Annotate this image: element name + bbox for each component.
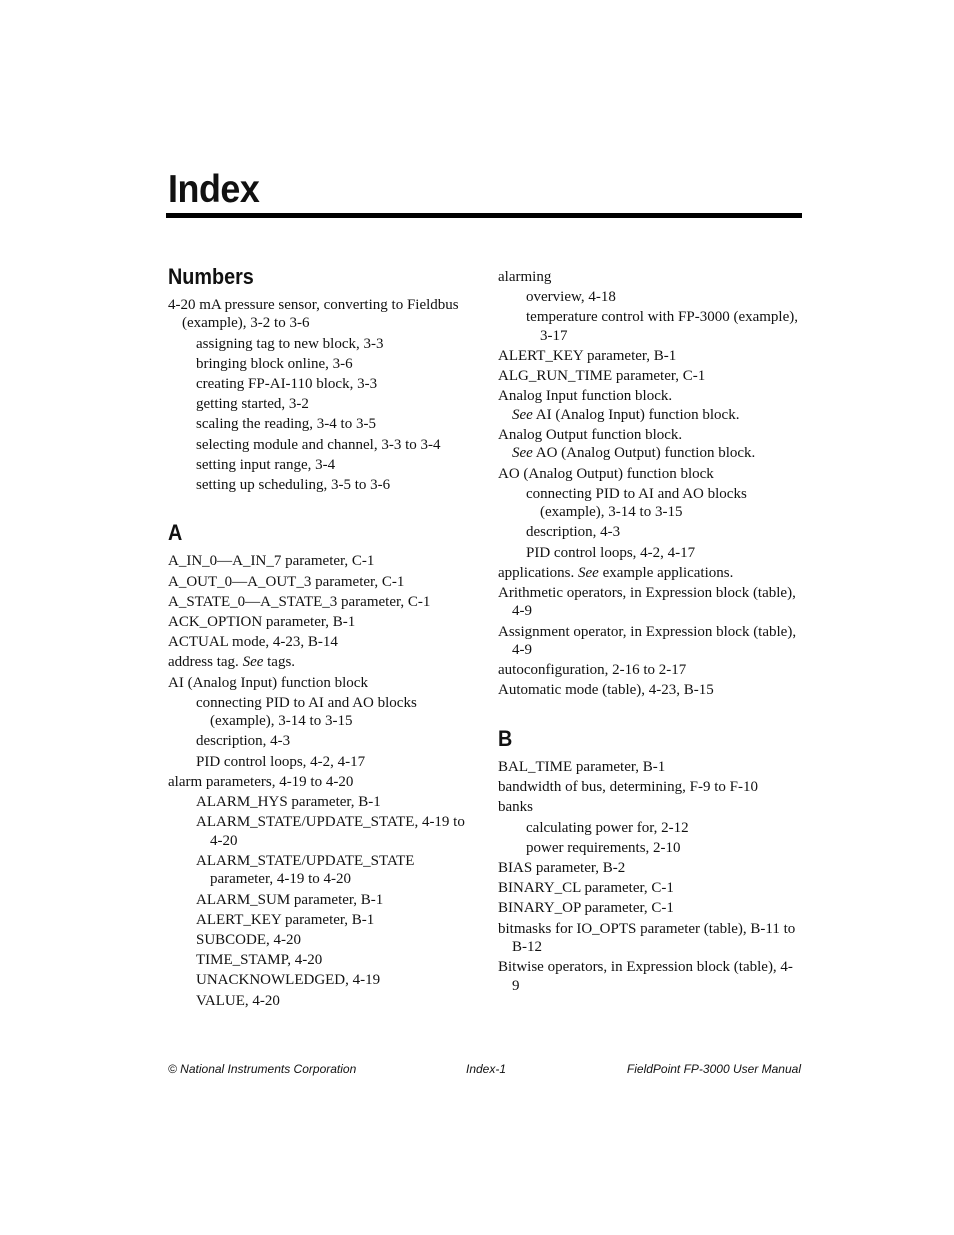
index-column-right	[498, 268, 798, 1021]
entry-text: SUBCODE, 4-20	[196, 931, 302, 948]
entry-text: Assignment operator, in Expression block (table), 4-9	[498, 623, 797, 659]
entry-text: setting input range, 3-4	[196, 456, 336, 473]
entry-text: alarming	[498, 269, 552, 285]
index-entry	[168, 674, 473, 692]
index-entry	[498, 584, 798, 621]
index-entry	[196, 951, 473, 969]
see-reference: See	[242, 654, 264, 671]
entry-text: description, 4-3	[526, 524, 621, 541]
entry-text: BAL_TIME parameter, B-1	[498, 758, 666, 775]
index-entry	[498, 661, 798, 679]
entry-text: PID control loops, 4-2, 4-17	[196, 753, 366, 770]
index-entry	[498, 798, 798, 816]
entry-text: scaling the reading, 3-4 to 3-5	[196, 416, 376, 433]
index-entry	[498, 958, 798, 995]
entry-text: AO (Analog Output) function block	[498, 465, 714, 482]
entry-text: Bitwise operators, in Expression block (table), 4-9	[498, 959, 793, 994]
entry-text: connecting PID to AI and AO blocks (example), 3-14 to 3-15	[526, 485, 747, 521]
index-entry	[526, 839, 798, 857]
footer-manual-title: FieldPoint FP-3000 User Manual	[626, 1062, 801, 1076]
entry-text: A_OUT_0—A_OUT_3 parameter, C-1	[168, 573, 405, 590]
entry-text: creating FP-AI-110 block, 3-3	[196, 376, 378, 393]
entry-text: AI (Analog Input) function block	[168, 674, 368, 691]
index-section	[498, 268, 798, 700]
entry-text: selecting module and channel, 3-3 to 3-4	[196, 436, 441, 453]
entry-text: UNACKNOWLEDGED, 4-19	[196, 972, 381, 989]
index-entry	[196, 694, 473, 731]
index-entry	[168, 613, 473, 631]
index-entry	[498, 623, 798, 660]
entry-text: bitmasks for IO_OPTS parameter (table), B-11 to B-12	[498, 920, 796, 955]
index-entry	[196, 852, 473, 889]
index-entry	[498, 347, 798, 365]
entry-text: Analog Output function block.	[498, 427, 683, 444]
index-entry	[498, 899, 798, 917]
index-entry	[526, 308, 798, 345]
index-entry	[168, 593, 473, 611]
entry-text: alarm parameters, 4-19 to 4-20	[168, 773, 354, 790]
index-entry	[526, 485, 798, 522]
entry-text: ALARM_STATE/UPDATE_STATE parameter, 4-19 to 4-20	[196, 852, 415, 888]
index-entry	[196, 436, 473, 454]
index-entry	[196, 971, 473, 989]
entry-text: ALARM_SUM parameter, B-1	[196, 891, 384, 908]
index-entry	[498, 426, 798, 463]
entry-text: calculating power for, 2-12	[526, 819, 689, 836]
index-entry	[196, 355, 473, 373]
index-entry	[196, 456, 473, 474]
index-entry	[168, 552, 473, 570]
entry-text: ALARM_STATE/UPDATE_STATE, 4-19 to 4-20	[196, 814, 465, 849]
footer-copyright: © National Instruments Corporation	[168, 1062, 357, 1076]
see-line	[512, 406, 798, 424]
entry-text: setting up scheduling, 3-5 to 3-6	[196, 477, 391, 494]
index-entry	[526, 523, 798, 541]
entry-text: A_IN_0—A_IN_7 parameter, C-1	[168, 553, 375, 570]
index-entry	[196, 793, 473, 811]
index-entry	[498, 268, 798, 286]
see-reference: See	[512, 445, 533, 462]
index-entry	[168, 573, 473, 591]
index-section	[498, 726, 798, 995]
title-rule	[166, 213, 802, 218]
index-entry	[498, 387, 798, 424]
entry-text: ALG_RUN_TIME parameter, C-1	[498, 368, 706, 385]
entry-text: banks	[498, 799, 533, 816]
section-heading: Numbers	[168, 264, 254, 289]
see-line	[512, 444, 798, 462]
index-entry	[196, 891, 473, 909]
index-entry	[196, 476, 473, 494]
index-entry	[498, 758, 798, 776]
entry-text: temperature control with FP-3000 (example), 3-17	[526, 309, 799, 344]
entry-text: ACTUAL mode, 4-23, B-14	[168, 634, 338, 651]
entry-text: overview, 4-18	[526, 289, 616, 306]
entry-text: bringing block online, 3-6	[196, 355, 353, 372]
index-entry	[168, 296, 473, 333]
entry-text: A_STATE_0—A_STATE_3 parameter, C-1	[168, 593, 431, 610]
see-reference: See	[512, 406, 533, 423]
entry-text: TIME_STAMP, 4-20	[196, 952, 323, 969]
entry-text: ALARM_HYS parameter, B-1	[196, 794, 381, 811]
entry-text: ALERT_KEY parameter, B-1	[196, 911, 375, 928]
index-entry	[526, 819, 798, 837]
index-entry	[196, 992, 473, 1010]
index-entry	[196, 732, 473, 750]
entry-text: VALUE, 4-20	[196, 992, 280, 1009]
section-heading: A	[168, 520, 183, 546]
index-entry	[498, 778, 798, 796]
entry-text: power requirements, 2-10	[526, 839, 681, 856]
index-entry	[526, 288, 798, 306]
entry-text: Analog Input function block.	[498, 388, 673, 405]
entry-text: address tag.	[168, 654, 239, 671]
footer-page-number: Index-1	[466, 1062, 507, 1076]
entry-text: ACK_OPTION parameter, B-1	[168, 614, 356, 631]
entry-text: connecting PID to AI and AO blocks (example), 3-14 to 3-15	[196, 694, 417, 730]
index-section	[168, 520, 473, 1009]
entry-text: PID control loops, 4-2, 4-17	[526, 544, 696, 561]
index-entry	[196, 931, 473, 949]
entry-text: 4-20 mA pressure sensor, converting to Fieldbus (example), 3-2 to 3-6	[168, 297, 459, 332]
entry-text: ALERT_KEY parameter, B-1	[498, 348, 677, 365]
entry-text: description, 4-3	[196, 733, 291, 750]
entry-text: BINARY_OP parameter, C-1	[498, 900, 674, 917]
index-entry	[498, 879, 798, 897]
index-entry	[498, 681, 798, 699]
entry-text: autoconfiguration, 2-16 to 2-17	[498, 662, 687, 679]
index-entry	[196, 753, 473, 771]
entry-text: applications.	[498, 564, 575, 581]
see-target: example applications.	[598, 564, 734, 581]
index-entry	[526, 544, 798, 562]
index-column-left	[168, 264, 473, 1036]
index-entry	[498, 920, 798, 957]
index-entry	[196, 335, 473, 353]
index-entry	[168, 653, 473, 671]
page-title: Index	[168, 168, 260, 211]
entry-text: bandwidth of bus, determining, F-9 to F-10	[498, 779, 758, 796]
see-target: tags.	[263, 654, 296, 671]
entry-text: BIAS parameter, B-2	[498, 859, 626, 876]
index-entry	[196, 395, 473, 413]
entry-text: BINARY_CL parameter, C-1	[498, 880, 674, 897]
entry-text: assigning tag to new block, 3-3	[196, 335, 384, 352]
index-entry	[196, 911, 473, 929]
entry-text: Automatic mode (table), 4-23, B-15	[498, 682, 714, 699]
index-entry	[168, 633, 473, 651]
index-entry	[196, 375, 473, 393]
see-target: AO (Analog Output) function block.	[532, 445, 756, 462]
section-heading: B	[498, 725, 513, 751]
index-entry	[498, 367, 798, 385]
index-entry	[196, 415, 473, 433]
index-entry	[498, 564, 798, 582]
see-reference: See	[577, 564, 599, 581]
index-entry	[168, 773, 473, 791]
index-entry	[498, 465, 798, 483]
entry-text: getting started, 3-2	[196, 396, 309, 413]
entry-text: Arithmetic operators, in Expression block (table), 4-9	[498, 585, 796, 620]
index-entry	[196, 813, 473, 850]
index-entry	[498, 859, 798, 877]
index-section	[168, 264, 473, 494]
see-target: AI (Analog Input) function block.	[532, 406, 740, 423]
